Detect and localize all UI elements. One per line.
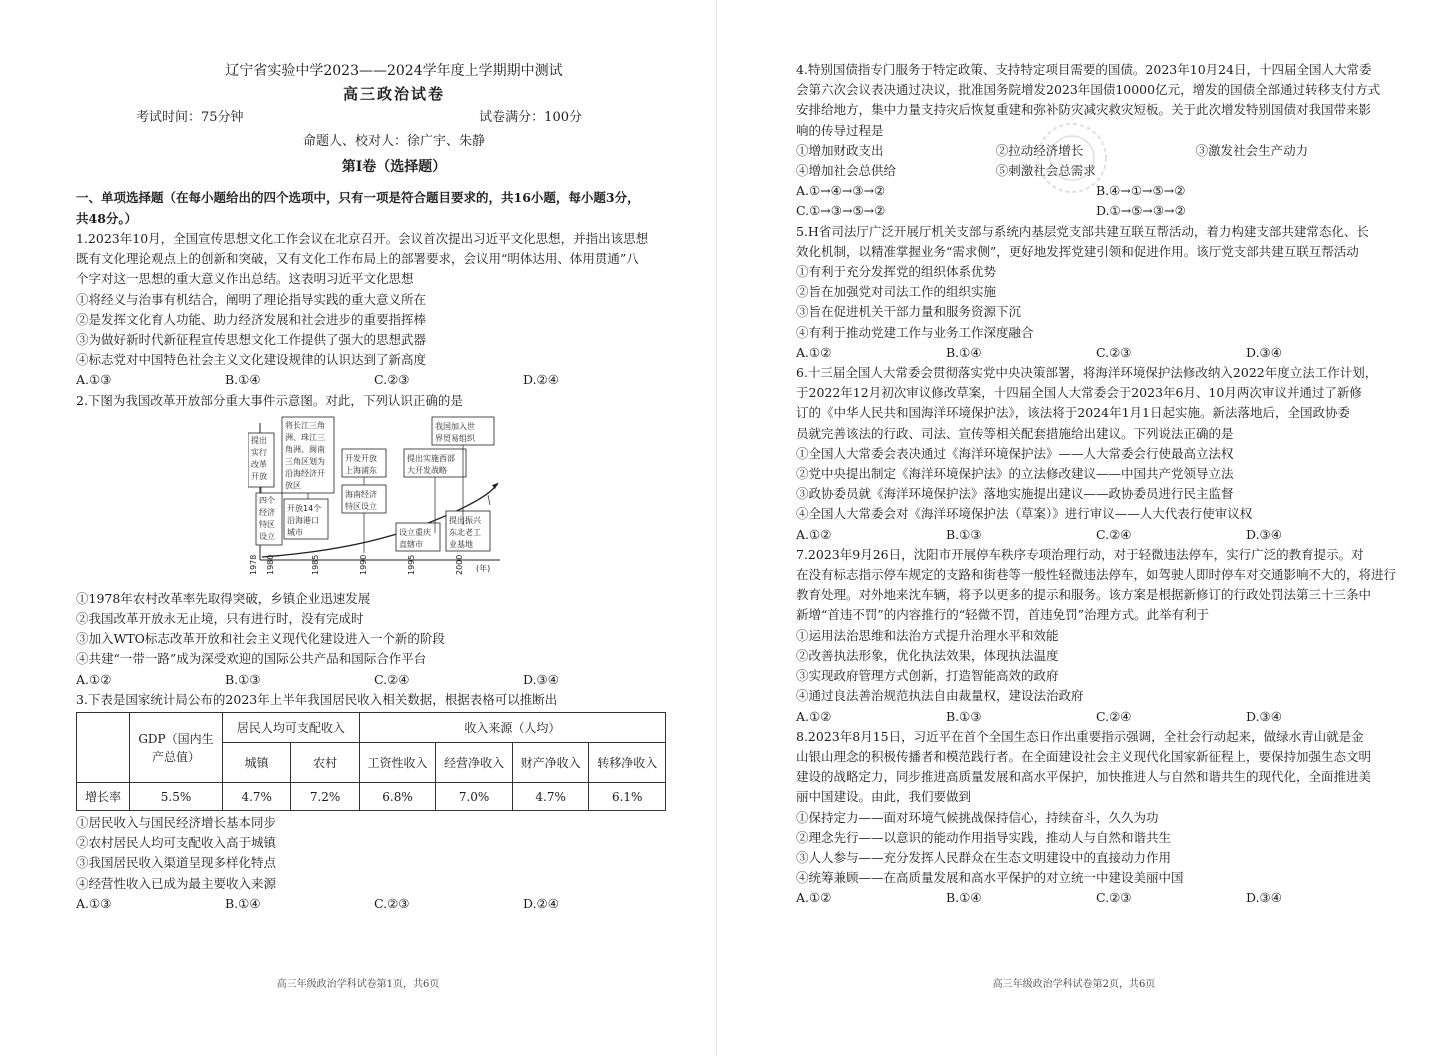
header-source: 收入来源（人均） — [359, 713, 665, 743]
timeline-svg — [248, 415, 508, 585]
event-text: 沿海港口 — [287, 515, 319, 525]
q7-item: ①运用法治思维和法治方式提升治理水平和效能 — [796, 627, 1059, 643]
header-income: 居民人均可支配收入 — [223, 713, 360, 743]
option-a[interactable]: A.①② — [796, 890, 832, 906]
q6-stem-line: 于2022年12月初次审议修改草案，十四届全国人大常委会于2023年6月、10月两次审议并通过了新修 — [796, 385, 1362, 401]
q4-item: ②拉动经济增长 — [995, 142, 1084, 158]
x-tick: 1978 — [249, 554, 258, 575]
event-text: 放区 — [285, 480, 301, 490]
q4-item: ④增加社会总供给 — [796, 163, 897, 179]
event-text: 三角区划为 — [285, 456, 325, 466]
q1-item: ③为做好新时代新征程宣传思想文化工作提供了强大的思想武器 — [76, 332, 427, 348]
exam-score: 试卷满分：100分 — [479, 110, 582, 125]
q5-stem-line: 效化机制，以精准掌握业务“需求侧”，更好地发挥党建引领和促进作用。该厅党支部共建互联互帮活动 — [796, 243, 1359, 259]
q4-item: ③激发社会生产动力 — [1195, 142, 1309, 158]
q3-item: ④经营性收入已成为最主要收入来源 — [76, 875, 277, 891]
option-a[interactable]: A.①② — [76, 671, 112, 687]
exam-info — [76, 106, 672, 130]
event-text: 城市 — [287, 527, 303, 537]
q2-item: ④共建“一带一路”成为深受欢迎的国际公共产品和国际合作平台 — [76, 651, 427, 667]
curve-arrow — [492, 483, 498, 489]
q8-item: ②理念先行——以意识的能动作用指导实践，推动人与自然和谐共生 — [796, 829, 1172, 845]
event-text: 特区 — [259, 519, 275, 529]
q1-item: ②是发挥文化育人功能、助力经济发展和社会进步的重要指挥棒 — [76, 311, 427, 327]
x-tick: 1980 — [266, 554, 275, 575]
q6-options — [796, 525, 1396, 545]
option-b[interactable]: B.①③ — [946, 708, 982, 724]
q5-options — [796, 343, 1396, 363]
q2-options — [76, 670, 672, 690]
q3-item: ②农村居民人均可支配收入高于城镇 — [76, 835, 277, 851]
q4-item: ⑤刺激社会总需求 — [995, 163, 1096, 179]
q3-options — [76, 894, 672, 914]
option-b[interactable]: B.①④ — [946, 344, 982, 360]
q4-item: ①增加财政支出 — [796, 142, 884, 158]
event-text: 实行 — [251, 447, 267, 457]
q8-item: ④统筹兼顾——在高质量发展和高水平保护的对立统一中建设美丽中国 — [796, 870, 1184, 886]
header-gdp: GDP（国内生 产总值） — [130, 713, 223, 783]
q8-stem-line: 建设的战略定力，同步推进高质量发展和高水平保护，加快推进人与自然和谐共生的现代化，全面推进美 — [796, 769, 1372, 785]
section-heading — [76, 188, 672, 229]
q1-item: ④标志党对中国特色社会主义文化建设规律的认识达到了新高度 — [76, 352, 427, 368]
question-8 — [796, 727, 1396, 909]
q6-item: ①全国人大常委会表决通过《海洋环境保护法》——人大常委会行使最高立法权 — [796, 445, 1234, 461]
option-c[interactable]: C.②③ — [374, 372, 410, 388]
q8-options — [796, 888, 1396, 908]
option-c[interactable]: C.②③ — [1096, 344, 1132, 360]
option-b[interactable]: B.①④ — [225, 372, 261, 388]
q4-options-row — [796, 201, 1396, 221]
option-c[interactable]: C.②④ — [374, 671, 410, 687]
option-a[interactable]: A.①③ — [76, 372, 112, 388]
event-text: 改革 — [251, 459, 267, 469]
q4-stem-line: 安排给地方，集中力量支持灾后恢复重建和弥补防灾减灾救灾短板。关于此次增发特别国债对我国带来影 — [796, 102, 1372, 118]
option-d[interactable]: D.②④ — [523, 372, 559, 388]
x-tick: 1985 — [311, 554, 320, 575]
exam-authors: 命题人、校对人：徐广宇、朱静 — [302, 134, 485, 149]
event-text: 角洲、闽南 — [285, 444, 325, 454]
q4-stem-line: 响的传导过程是 — [796, 122, 884, 138]
cell-value: 7.2% — [291, 783, 359, 811]
cell-value: 4.7% — [223, 783, 291, 811]
q5-item: ①有利于充分发挥党的组织体系优势 — [796, 264, 997, 280]
question-7 — [796, 545, 1396, 727]
option-d[interactable]: D.③④ — [1246, 890, 1282, 906]
q3-stem: 3.下表是国家统计局公布的2023年上半年我国居民收入相关数据，根据表格可以推断出 — [76, 691, 558, 707]
option-a[interactable]: A.①② — [796, 526, 832, 542]
page-2-footer: 高三年级政治学科试卷第2页，共6页 — [992, 979, 1156, 990]
event-text: 设立重庆 — [399, 527, 431, 537]
q6-stem-line: 6.十三届全国人大常委会贯彻落实党中央决策部署，将海洋环境保护法修改纳入2022年度立法工作计划， — [796, 365, 1378, 381]
x-unit: (年) — [476, 563, 491, 573]
section-line: 一、单项选择题（在每小题给出的四个选项中，只有一项是符合题目要求的，共16小题，每小题3分， — [76, 190, 640, 205]
q8-stem-line: 山银山理念的积极传播者和模范践行者。在全面建设社会主义现代化国家新征程上，要保持加强生态文明 — [796, 748, 1372, 764]
q5-item: ②旨在加强党对司法工作的组织实施 — [796, 284, 997, 300]
option-d[interactable]: D.③④ — [1246, 344, 1282, 360]
option-c[interactable]: C.②③ — [1096, 890, 1132, 906]
page-1-content — [76, 60, 672, 914]
option-b[interactable]: B.①④ — [946, 890, 982, 906]
event-text: 沿海经济开 — [285, 468, 325, 478]
x-tick: 2000 — [455, 554, 464, 575]
volume-title: 第Ⅰ卷（选择题） — [341, 159, 447, 175]
q7-stem-line: 新增“首违不罚”的内容推行的“轻微不罚，首违免罚”治理方式。此举有利于 — [796, 607, 1210, 623]
event-text: 东北老工 — [449, 527, 481, 537]
option-c[interactable]: C.②④ — [1096, 708, 1132, 724]
exam-time: 考试时间：75分钟 — [136, 110, 244, 125]
event-text: 提出 — [251, 435, 267, 445]
table-row — [77, 783, 666, 811]
cell-value: 5.5% — [130, 783, 223, 811]
q8-stem-line: 8.2023年8月15日，习近平在首个全国生态日作出重要指示强调，全社会行动起来，做绿水青山就是金 — [796, 728, 1364, 744]
q7-item: ④通过良法善治规范执法自由裁量权，建设法治政府 — [796, 688, 1084, 704]
q2-stem: 2.下图为我国改革开放部分重大事件示意图。对此，下列认识正确的是 — [76, 392, 463, 408]
option-c[interactable]: C.①→③→⑤→② — [796, 203, 886, 219]
q4-stem-line: 会第六次会议表决通过决议，批准国务院增发2023年国债10000亿元，增发的国债全部通过转移支付方式 — [796, 82, 1381, 98]
event-text: 业基地 — [449, 539, 473, 549]
q1-options — [76, 370, 672, 390]
option-c[interactable]: C.②③ — [374, 895, 410, 911]
q6-item: ③政协委员就《海洋环境保护法》落地实施提出建议——政协委员进行民主监督 — [796, 486, 1234, 502]
q1-stem-line: 1.2023年10月，全国宣传思想文化工作会议在北京召开。会议首次提出习近平文化思想，并指出该思想 — [76, 231, 649, 246]
q8-item: ①保持定力——面对环境气候挑战保持信心，持续奋斗，久久为功 — [796, 809, 1159, 825]
page-1-footer: 高三年级政治学科试卷第1页，共6页 — [276, 979, 440, 990]
event-text: 大开发战略 — [407, 465, 447, 475]
question-2 — [76, 391, 672, 690]
q7-stem-line: 教育处理。对外地来沈车辆，将予以更多的提示和服务。该方案是根据新修订的行政处罚法第三十三条中 — [796, 587, 1372, 603]
x-tick: 1995 — [407, 554, 416, 575]
option-b[interactable]: B.①③ — [225, 671, 261, 687]
option-d[interactable]: D.③④ — [523, 671, 559, 687]
q6-stem-line: 员就完善该法的行政、司法、宣传等相关配套措施给出建议。下列说法正确的是 — [796, 425, 1234, 441]
q6-item: ④全国人大常委会对《海洋环境保护法（草案）》进行审议——人大代表行使审议权 — [796, 506, 1253, 522]
section-line: 共48分。） — [76, 210, 138, 226]
event-text: 将长江三角 — [285, 420, 325, 430]
q8-item: ③人人参与——充分发挥人民群众在生态文明建设中的直接动力作用 — [796, 849, 1172, 865]
q6-stem-line: 订的《中华人民共和国海洋环境保护法》，该法将于2024年1月1日起实施。新法落地后，全国政协委 — [796, 405, 1350, 421]
option-b[interactable]: B.①④ — [225, 895, 261, 911]
event-text: 特区设立 — [345, 501, 377, 511]
q7-item: ②改善执法形象，优化执法效果，体现执法温度 — [796, 647, 1059, 663]
event-text: 设立 — [259, 531, 275, 541]
income-table — [76, 712, 666, 811]
option-a[interactable]: A.①→④→③→② — [796, 183, 886, 199]
event-text: 提出振兴 — [449, 515, 481, 525]
q5-stem-line: 5.H省司法厅广泛开展厅机关支部与系统内基层党支部共建互联互帮活动，着力构建支部共建常态化、长 — [796, 223, 1369, 239]
header-urban: 城镇 — [223, 743, 291, 783]
event-text: 提出实施西部 — [407, 453, 455, 463]
option-a[interactable]: A.①③ — [76, 895, 112, 911]
q3-item: ①居民收入与国民经济增长基本同步 — [76, 815, 277, 831]
q7-stem-line: 在没有标志指示停车规定的支路和街巷等一般性轻微违法停车，如驾驶人即时停车对交通影响不大的，将进行 — [796, 567, 1396, 583]
q7-item: ③实现政府管理方式创新，打造智能高效的政府 — [796, 668, 1059, 684]
event-text: 直辖市 — [399, 539, 423, 549]
event-text: 经济 — [259, 507, 275, 517]
q2-item: ③加入WTO标志改革开放和社会主义现代化建设进入一个新的阶段 — [76, 631, 445, 647]
header-transfer: 转移净收入 — [589, 743, 666, 783]
reform-timeline-figure — [248, 415, 508, 585]
cell-value: 6.8% — [359, 783, 436, 811]
event-text: 洲、珠江三 — [285, 432, 325, 442]
header-wage: 工资性收入 — [359, 743, 436, 783]
q5-item: ④有利于推动党建工作与业务工作深度融合 — [796, 324, 1034, 340]
q6-item: ②党中央提出制定《海洋环境保护法》的立法修改建议——中国共产党领导立法 — [796, 466, 1234, 482]
header-property: 财产净收入 — [512, 743, 589, 783]
q1-item: ①将经义与治事有机结合，阐明了理论指导实践的重大意义所在 — [76, 291, 427, 307]
table-corner — [77, 713, 130, 783]
row-label: 增长率 — [77, 783, 130, 811]
question-1 — [76, 229, 672, 391]
event-text: 开发开放 — [345, 453, 377, 463]
event-text: 开放 — [251, 471, 267, 481]
option-d[interactable]: D.②④ — [523, 895, 559, 911]
option-b[interactable]: B.①③ — [946, 526, 982, 542]
watermark-seal-icon — [1012, 118, 1132, 198]
event-text: 四个 — [259, 495, 275, 505]
q2-item: ①1978年农村改革率先取得突破，乡镇企业迅速发展 — [76, 590, 371, 606]
q3-item: ③我国居民收入渠道呈现多样化特点 — [76, 855, 277, 871]
question-3 — [76, 690, 672, 914]
q5-item: ③旨在促进机关干部力量和服务资源下沉 — [796, 304, 1022, 320]
option-a[interactable]: A.①② — [796, 708, 832, 724]
event-text: 开放14个 — [287, 503, 322, 513]
x-tick: 1990 — [359, 554, 368, 575]
q8-stem-line: 丽中国建设。由此，我们要做到 — [796, 789, 972, 805]
q7-stem-line: 7.2023年9月26日，沈阳市开展停车秩序专项治理行动，对于轻微违法停车，实行广泛的教育提示。对 — [796, 546, 1364, 562]
q1-stem-line: 个字对这一思想的重大意义作出总结。这表明习近平文化思想 — [76, 271, 414, 287]
option-b[interactable]: B.④→①→⑤→② — [1096, 183, 1186, 199]
q7-options — [796, 707, 1396, 727]
option-a[interactable]: A.①② — [796, 344, 832, 360]
q1-stem-line: 既有文化理论观点上的创新和突破，又有文化工作布局上的部署要求，会议用“明体达用、体用贯通”八 — [76, 251, 639, 267]
event-text: 海南经济 — [345, 489, 377, 499]
option-d[interactable]: D.①→⑤→③→② — [1096, 203, 1186, 219]
q2-item: ②我国改革开放永无止境，只有进行时，没有完成时 — [76, 611, 364, 627]
exam-title: 辽宁省实验中学2023——2024学年度上学期期中测试 — [225, 63, 563, 79]
option-c[interactable]: C.②④ — [1096, 526, 1132, 542]
cell-value: 6.1% — [589, 783, 666, 811]
event-text: 界贸易组织 — [435, 433, 475, 443]
event-text: 上海浦东 — [345, 465, 377, 475]
question-6 — [796, 363, 1396, 545]
event-text: 我国加入世 — [435, 421, 475, 431]
header-rural: 农村 — [291, 743, 359, 783]
exam-subtitle: 高三政治试卷 — [342, 85, 445, 103]
question-5 — [796, 222, 1396, 363]
option-d[interactable]: D.③④ — [1246, 708, 1282, 724]
q4-stem-line: 4.特别国债指专门服务于特定政策、支持特定项目需要的国债。2023年10月24日，十四届全国人大常委 — [796, 62, 1372, 77]
cell-value: 7.0% — [436, 783, 513, 811]
option-d[interactable]: D.③④ — [1246, 526, 1282, 542]
cell-value: 4.7% — [512, 783, 589, 811]
header-business: 经营净收入 — [436, 743, 513, 783]
